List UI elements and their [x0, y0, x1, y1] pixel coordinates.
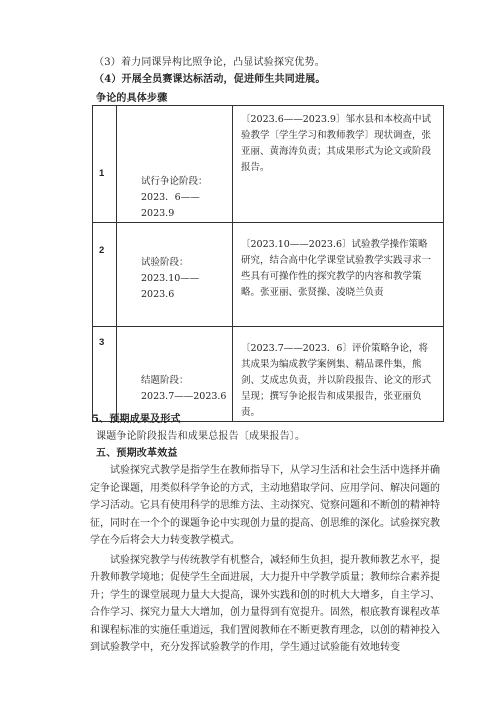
section-five-heading: 五、预期改革效益: [96, 448, 178, 459]
item-3: （3）着力同课异构比照争论，凸显试验探究优势。: [94, 57, 325, 68]
step-period: 2023.7——2023.6: [141, 391, 227, 402]
step-stage: 试行争论阶段：: [141, 176, 208, 187]
section-five-body: [90, 462, 444, 657]
section-5-heading: 5、预期成果及形式: [92, 414, 181, 425]
step-detail: 〔2023.10——2023.6〕试验教学操作策略研究，结合高中化学课堂试验教学实践寻求一些具有可操作性的探究教学的内容和教学策略。张亚丽、张贤操、凌晓兰负责: [241, 239, 432, 298]
step-number: 1: [99, 168, 105, 179]
step-stage-cell: [117, 106, 233, 223]
step-number-cell: [93, 223, 117, 327]
paragraph-1: 试验探究式教学是指学生在教师指导下，从学习生活和社会生活中选择并确定争论课题，用类似科学争论的方式，主动地猎取学问、应用学问、解决问题的学习活动。它具有使用科学的思维方法、主动探究、觉察问题和不断创的精神特征，同时在一个个的课题争论中实现创力量的提高、创思维的深化。试验探究教学在今后将会大力转变教学模式。: [90, 465, 440, 546]
step-detail-cell: [233, 327, 444, 422]
paragraph-2: 试验探究教学与传统教学有机整合，减轻师生负担，提升教师教艺水平，提升教师教学境地；促使学生全面进展，大力提升中学教学质量；教师综合素养提升；学生的课堂展现力量大大提高，课外实践和创的时机大大增多，自主学习、合作学习、探究力量大大增加，创力量得到有宽提升。固然，根底教育课程改革和课程标准的实施任重道远，我们置阅教师在不断更教育理念，以创的精神投入到试验教学中，充分发挥试验教学的作用，学生通过试验能有效地转变: [90, 554, 440, 653]
step-period: 2023．6——2023.9: [141, 192, 200, 219]
step-detail-cell: [233, 223, 444, 327]
steps-heading: 争论的具体步骤: [96, 93, 168, 104]
section-5-text: 课题争论阶段报告和成果总报告〔成果报告〕。: [96, 431, 306, 442]
step-stage-cell: [117, 223, 233, 327]
step-detail: 〔2023.7——2023．6〕评价策略争论，将其成果为编成教学案例集、精品课件集，熊剑、艾成忠负责，并以阶段报告、论文的形式呈现；撰写争论报告和成果报告，张亚丽负责。: [241, 343, 432, 418]
step-period: 2023.10——2023.6: [141, 273, 200, 300]
step-stage: 试验阶段：: [141, 257, 189, 268]
step-number-cell: [93, 327, 117, 422]
table-row: [93, 106, 444, 223]
step-detail: 〔2023.6——2023.9〕邹水县和本校高中试验教学〔学生学习和教师教学〕现状调查，张亚丽、黄海涛负责；其成果形式为论文或阶段报告。: [241, 114, 432, 173]
table-row: [93, 327, 444, 422]
step-number: 3: [99, 337, 105, 348]
step-stage-cell: [117, 327, 233, 422]
table-row: [93, 223, 444, 327]
step-detail-cell: [233, 106, 444, 223]
step-number: 2: [99, 245, 105, 256]
step-number-cell: [93, 106, 117, 223]
step-stage: 结题阶段：: [141, 375, 189, 386]
item-4: （4）开展全员赛课达标活动，促进师生共同进展。: [94, 74, 326, 85]
steps-table: [92, 105, 444, 422]
